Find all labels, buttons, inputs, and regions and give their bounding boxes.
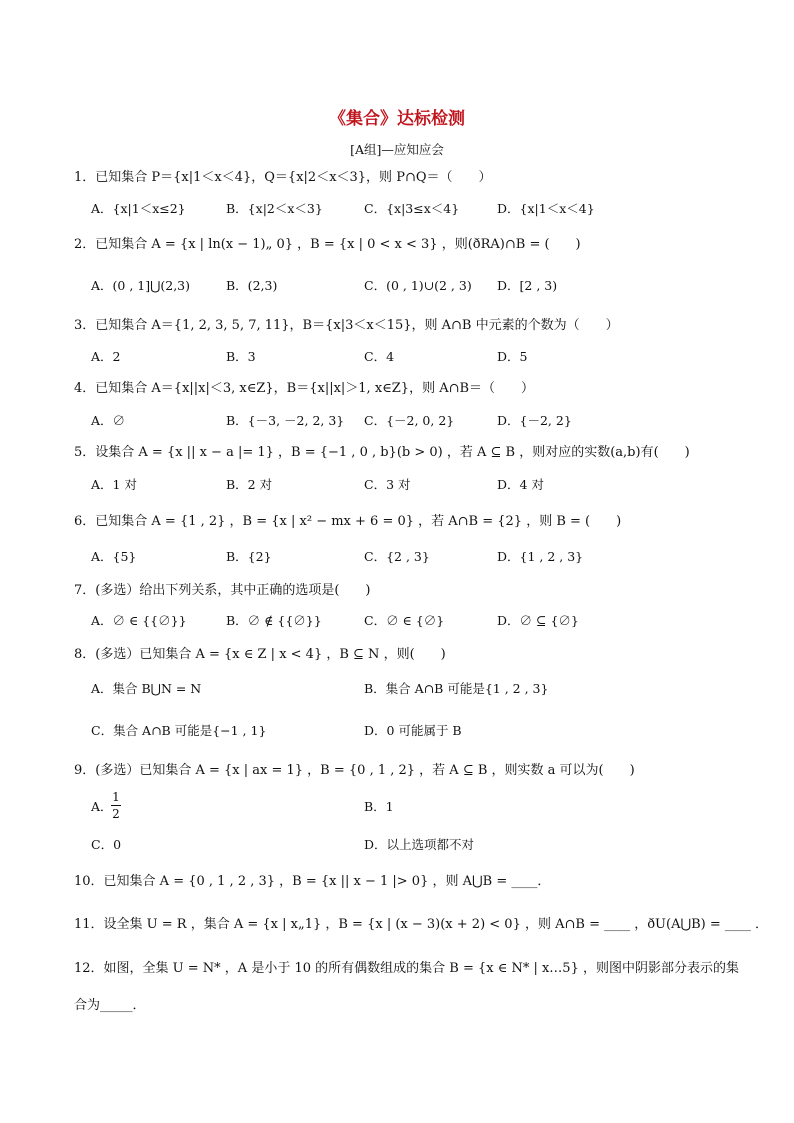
question-1-option-a[interactable]: A．{x|1＜x≤2} (91, 201, 186, 216)
question-3-option-b[interactable]: B．3 (226, 349, 256, 364)
question-2-option-c[interactable]: C．(0 , 1)∪(2 , 3) (364, 278, 472, 293)
question-6-stem: 6．已知集合 A = {1 , 2} ，B = {x | x² − mx + 6 = 0} ，若 A∩B = {2} ，则 B = ( ) (74, 514, 622, 529)
question-12-stem-continued: 合为_____． (74, 998, 146, 1013)
question-7-option-d[interactable]: D．∅ ⊆ {∅} (497, 613, 579, 628)
fraction-numerator: 1 (112, 790, 120, 804)
question-5-option-d[interactable]: D．4 对 (497, 477, 544, 492)
question-4-option-c[interactable]: C．{－2, 0, 2} (364, 413, 455, 428)
question-2-stem: 2．已知集合 A = {x | ln(x − 1)„ 0} ，B = {x | 0 < x < 3} ，则(ðRA)∩B = ( ) (74, 237, 581, 252)
question-4-option-a[interactable]: A．∅ (91, 413, 126, 428)
question-1-stem: 1．已知集合 P＝{x|1＜x＜4}，Q＝{x|2＜x＜3}，则 P∩Q＝（ ） (74, 170, 492, 185)
question-6-option-b[interactable]: B．{2} (226, 549, 272, 564)
question-3-stem: 3．已知集合 A＝{1, 2, 3, 5, 7, 11}，B＝{x|3＜x＜15}，则 A∩B 中元素的个数为（ ） (74, 318, 619, 333)
question-2-option-d[interactable]: D．[2 , 3) (497, 278, 558, 293)
question-4-option-b[interactable]: B．{－3, －2, 2, 3} (226, 413, 345, 428)
question-3-option-c[interactable]: C．4 (364, 349, 395, 364)
question-8-option-d[interactable]: D．0 可能属于 B (364, 723, 462, 738)
question-5-stem: 5．设集合 A = {x || x − a |= 1} ，B = {−1 , 0 , b}(b > 0) ，若 A ⊆ B ，则对应的实数(a,b)有( ) (74, 445, 690, 460)
page-title: 《集合》达标检测 (329, 109, 465, 129)
question-12-stem: 12．如图，全集 U = N* ，A 是小于 10 的所有偶数组成的集合 B = {x ∈ N* | x…5} ，则图中阴影部分表示的集 (74, 961, 739, 976)
question-10-stem: 10．已知集合 A = {0 , 1 , 2 , 3} ，B = {x || x − 1 |> 0} ，则 A⋃B = ____． (74, 874, 551, 889)
question-11-stem: 11．设全集 U = R ，集合 A = {x | x„1} ，B = {x | (x − 3)(x + 2) < 0} ，则 A∩B = ____ ，ðU(A⋃B) = ____ ． (74, 917, 769, 932)
fraction-denominator: 2 (112, 807, 120, 821)
question-6-option-a[interactable]: A．{5} (91, 549, 137, 564)
section-subtitle: [A组]—应知应会 (350, 142, 444, 157)
question-8-option-b[interactable]: B．集合 A∩B 可能是{1 , 2 , 3} (364, 681, 549, 696)
question-9-option-d[interactable]: D．以上选项都不对 (364, 837, 475, 852)
question-1-option-c[interactable]: C．{x|3≤x＜4} (364, 201, 460, 216)
question-7-option-b[interactable]: B．∅ ∉ {{∅}} (226, 613, 322, 628)
question-8-stem: 8．(多选）已知集合 A = {x ∈ Z | x < 4} ，B ⊆ N ，则( ) (74, 647, 446, 662)
question-9-stem: 9．(多选）已知集合 A = {x | ax = 1} ，B = {0 , 1 , 2} ，若 A ⊆ B ，则实数 a 可以为( ) (74, 763, 635, 778)
question-3-option-a[interactable]: A．2 (91, 349, 121, 364)
question-9-option-a-fraction (111, 790, 121, 821)
fraction-bar (111, 805, 121, 806)
question-6-option-d[interactable]: D．{1 , 2 , 3} (497, 549, 584, 564)
question-3-option-d[interactable]: D．5 (497, 349, 528, 364)
question-8-option-c[interactable]: C．集合 A∩B 可能是{−1 , 1} (91, 723, 267, 738)
question-6-option-c[interactable]: C．{2 , 3} (364, 549, 430, 564)
question-7-stem: 7．(多选）给出下列关系，其中正确的选项是( ) (74, 583, 371, 598)
question-7-option-c[interactable]: C．∅ ∈ {∅} (364, 613, 445, 628)
question-8-option-a[interactable]: A．集合 B⋃N = N (91, 681, 202, 696)
question-1-option-d[interactable]: D．{x|1＜x＜4} (497, 201, 595, 216)
question-7-option-a[interactable]: A．∅ ∈ {{∅}} (91, 613, 187, 628)
question-9-option-c[interactable]: C．0 (91, 837, 122, 852)
question-1-option-b[interactable]: B．{x|2＜x＜3} (226, 201, 323, 216)
question-4-option-d[interactable]: D．{－2, 2} (497, 413, 572, 428)
question-5-option-b[interactable]: B．2 对 (226, 477, 273, 492)
question-9-option-b[interactable]: B．1 (364, 799, 394, 814)
question-2-option-b[interactable]: B．(2,3) (226, 278, 278, 293)
question-5-option-c[interactable]: C．3 对 (364, 477, 411, 492)
question-2-option-a[interactable]: A．(0 , 1]⋃(2,3) (91, 278, 190, 293)
question-5-option-a[interactable]: A．1 对 (91, 477, 137, 492)
question-4-stem: 4．已知集合 A＝{x||x|＜3, x∈Z}，B＝{x||x|＞1, x∈Z}，则 A∩B＝（ ） (74, 381, 535, 396)
question-9-option-a[interactable]: A． (91, 799, 113, 814)
